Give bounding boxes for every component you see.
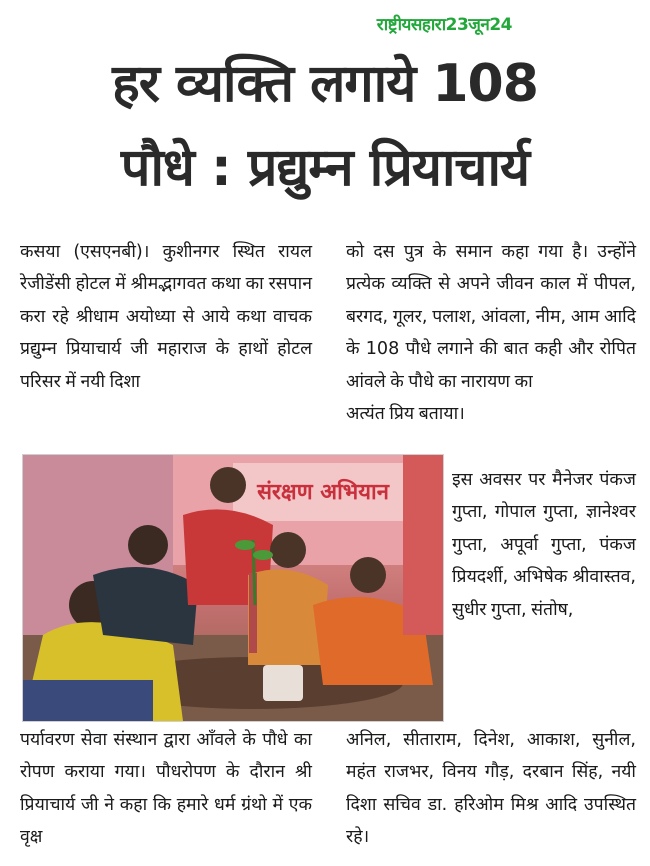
article-paragraph-5: पर्यावरण सेवा संस्थान द्वारा आँवले के पौधे का रोपण कराया गया। पौधरोपण के दौरान श्री प्रियाचार्य जी ने कहा कि हमारे धर्म ग्रंथो में एक वृक्ष bbox=[20, 730, 312, 848]
photo-banner-text: संरक्षण अभियान bbox=[257, 480, 389, 505]
article-paragraph-3: इस अवसर पर मैनेजर पंकज गुप्ता, गोपाल गुप्ता, ज्ञानेश्वर गुप्ता, अपूर्वा गुप्ता, पंकज प्रियदर्शी, अभिषेक श्रीवास्तव, सुधीर गुप्ता, संतोष, bbox=[452, 470, 636, 620]
news-photo bbox=[22, 454, 444, 722]
article-paragraph-4: अनिल, सीताराम, दिनेश, आकाश, सुनील, महंत राजभर, विनय गौड़, दरबान सिंह, नयी दिशा सचिव डा. हरिओम मिश्र आदि उपस्थित रहे। bbox=[346, 730, 636, 848]
article-paragraph-2-end: अत्यंत प्रिय बताया। bbox=[346, 404, 465, 425]
article-paragraph-2 bbox=[346, 236, 636, 430]
article-paragraph-1: कसया (एसएनबी)। कुशीनगर स्थित रायल रेजीडेंसी होटल में श्रीमद्भागवत कथा का रसपान करा रहे श्रीधाम अयोध्या से आये कथा वाचक प्रद्युम्न प्रियाचार्य जी महाराज के हाथों होटल परिसर में नयी दिशा bbox=[20, 242, 312, 392]
article-paragraph-2-body: को दस पुत्र के समान कहा गया है। उन्होंने प्रत्येक व्यक्ति से अपने जीवन काल में पीपल, बरगद, गूलर, पलाश, आंवला, नीम, आम आदि के 108 पौधे लगाने की बात कही और रोपित आंवले के पौधे का नारायण का bbox=[346, 242, 636, 392]
headline-line-2: पौधे : प्रद्युम्न प्रियाचार्य bbox=[120, 138, 530, 198]
photo-illustration bbox=[23, 455, 443, 721]
headline-line-1: हर व्यक्ति लगाये 108 bbox=[112, 54, 538, 114]
source-tag: राष्ट्रीयसहारा23जून24 bbox=[376, 15, 512, 35]
